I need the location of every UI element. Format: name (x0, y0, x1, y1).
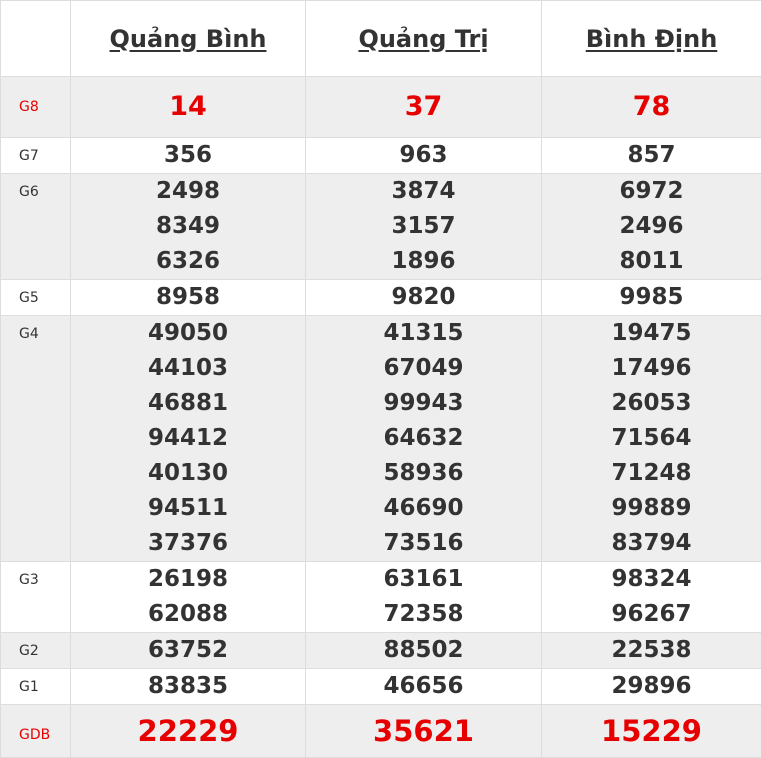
result-cell (306, 174, 542, 280)
result-cell (306, 138, 542, 174)
result-number: 26053 (542, 386, 761, 421)
prize-label: G6 (1, 174, 71, 280)
prize-label: G4 (1, 316, 71, 562)
result-number: 19475 (542, 316, 761, 351)
prize-row-g6 (1, 174, 761, 280)
result-cell (71, 316, 306, 562)
prize-row-g3 (1, 562, 761, 633)
result-number: 3874 (306, 174, 541, 209)
result-number: 46656 (306, 669, 541, 704)
result-number: 96267 (542, 597, 761, 632)
result-number: 83835 (71, 669, 305, 704)
result-cell (542, 77, 761, 138)
result-number: 22229 (71, 705, 305, 757)
result-number: 46690 (306, 491, 541, 526)
province-link-3[interactable]: Bình Định (586, 25, 718, 53)
prize-row-g8 (1, 77, 761, 138)
result-number: 40130 (71, 456, 305, 491)
result-number: 44103 (71, 351, 305, 386)
result-number: 2498 (71, 174, 305, 209)
result-number: 857 (542, 138, 761, 173)
result-cell (306, 705, 542, 758)
result-number: 15229 (542, 705, 761, 757)
prize-label: GDB (1, 705, 71, 758)
result-cell (71, 77, 306, 138)
province-link-2[interactable]: Quảng Trị (358, 25, 488, 53)
result-number: 71564 (542, 421, 761, 456)
prize-label: G5 (1, 280, 71, 316)
prize-row-g4 (1, 316, 761, 562)
result-number: 8011 (542, 244, 761, 279)
result-number: 3157 (306, 209, 541, 244)
result-number: 58936 (306, 456, 541, 491)
prize-label: G3 (1, 562, 71, 633)
prize-row-gdb (1, 705, 761, 758)
result-cell (71, 280, 306, 316)
result-cell (542, 174, 761, 280)
result-number: 63161 (306, 562, 541, 597)
result-number: 67049 (306, 351, 541, 386)
result-number: 72358 (306, 597, 541, 632)
result-cell (542, 280, 761, 316)
result-number: 26198 (71, 562, 305, 597)
result-cell (542, 705, 761, 758)
result-cell (542, 669, 761, 705)
result-cell (542, 138, 761, 174)
province-header-1[interactable] (71, 1, 306, 77)
result-number: 37 (306, 77, 541, 137)
result-number: 356 (71, 138, 305, 173)
prize-label: G8 (1, 77, 71, 138)
result-cell (71, 562, 306, 633)
result-number: 78 (542, 77, 761, 137)
result-number: 63752 (71, 633, 305, 668)
result-cell (71, 633, 306, 669)
result-number: 9820 (306, 280, 541, 315)
corner-cell (1, 1, 71, 77)
prize-label: G2 (1, 633, 71, 669)
result-cell (71, 669, 306, 705)
result-cell (306, 77, 542, 138)
result-number: 49050 (71, 316, 305, 351)
result-cell (306, 669, 542, 705)
result-cell (306, 280, 542, 316)
result-number: 963 (306, 138, 541, 173)
prize-row-g5 (1, 280, 761, 316)
result-number: 8349 (71, 209, 305, 244)
result-cell (71, 138, 306, 174)
province-link-1[interactable]: Quảng Bình (110, 25, 267, 53)
result-number: 2496 (542, 209, 761, 244)
result-cell (306, 316, 542, 562)
result-cell (542, 316, 761, 562)
result-cell (71, 705, 306, 758)
result-cell (542, 562, 761, 633)
result-number: 1896 (306, 244, 541, 279)
result-number: 88502 (306, 633, 541, 668)
result-cell (306, 633, 542, 669)
prize-label: G1 (1, 669, 71, 705)
result-number: 83794 (542, 526, 761, 561)
result-number: 94511 (71, 491, 305, 526)
result-number: 14 (71, 77, 305, 137)
result-number: 17496 (542, 351, 761, 386)
result-cell (542, 633, 761, 669)
result-number: 29896 (542, 669, 761, 704)
header-row (1, 1, 761, 77)
result-number: 73516 (306, 526, 541, 561)
result-cell (71, 174, 306, 280)
result-number: 46881 (71, 386, 305, 421)
results-body (1, 77, 761, 758)
prize-row-g7 (1, 138, 761, 174)
result-number: 6326 (71, 244, 305, 279)
result-number: 35621 (306, 705, 541, 757)
result-number: 64632 (306, 421, 541, 456)
result-number: 6972 (542, 174, 761, 209)
result-cell (306, 562, 542, 633)
result-number: 41315 (306, 316, 541, 351)
result-number: 94412 (71, 421, 305, 456)
result-number: 62088 (71, 597, 305, 632)
prize-label: G7 (1, 138, 71, 174)
prize-row-g1 (1, 669, 761, 705)
result-number: 99889 (542, 491, 761, 526)
result-number: 8958 (71, 280, 305, 315)
result-number: 98324 (542, 562, 761, 597)
result-number: 71248 (542, 456, 761, 491)
province-header-2[interactable] (306, 1, 542, 77)
result-number: 99943 (306, 386, 541, 421)
result-number: 37376 (71, 526, 305, 561)
result-number: 22538 (542, 633, 761, 668)
result-number: 9985 (542, 280, 761, 315)
prize-row-g2 (1, 633, 761, 669)
province-header-3[interactable] (542, 1, 761, 77)
